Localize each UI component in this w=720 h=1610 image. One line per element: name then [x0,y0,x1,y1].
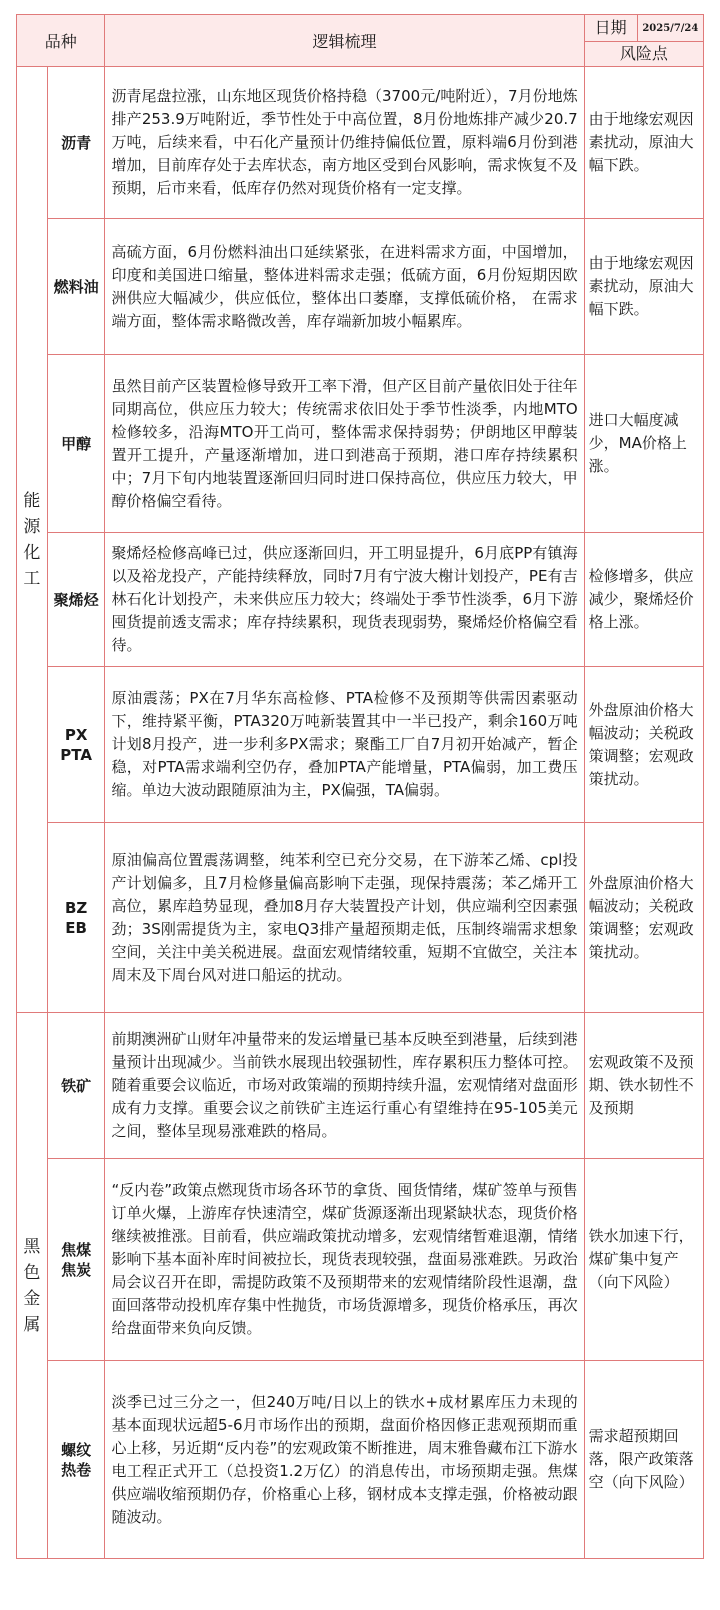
risk-text: 由于地缘宏观因素扰动，原油大幅下跌。 [584,219,703,355]
risk-text: 宏观政策不及预期、铁水韧性不及预期 [584,1013,703,1159]
date-label: 日期 [585,15,638,41]
sector-label-char: 化 [23,542,41,563]
table-row [17,67,704,219]
logic-column-header: 逻辑梳理 [105,15,584,67]
analysis-table [16,14,704,1559]
logic-text: 虽然目前产区装置检修导致开工率下滑，但产区目前产量依旧处于往年同期高位，供应压力较大；传统需求依旧处于季节性淡季，内地MTO检修较多，沿海MTO开工尚可，整体需求保持弱势；伊朗地区甲醇装置开工提升，产量逐渐增加，进口到港高于预期，港口库存持续累积中；7月下旬内地装置逐渐回归同时进口保持高位，供应压力较大，甲醇价格偏空看待。 [105,355,584,533]
risk-text: 铁水加速下行，煤矿集中复产（向下风险） [584,1159,703,1361]
product-name [47,1159,105,1361]
table-row [17,1159,704,1361]
table-row [17,1013,704,1159]
product-name-line: 沥青 [61,133,92,152]
sector-label-char: 金 [23,1288,41,1309]
risk-column-header: 风险点 [619,44,668,63]
product-name-line: PTA [60,745,92,764]
risk-text: 进口大幅度减少，MA价格上涨。 [584,355,703,533]
logic-text: 沥青尾盘拉涨，山东地区现货价格持稳（3700元/吨附近），7月份地炼排产253.9万吨附近，季节性处于中高位置，8月份地炼排产减少20.7万吨，后续来看，中石化产量预计仍维持偏低位置，原料端6月份到港增加，目前库存处于去库状态，南方地区受到台风影响，需求恢复不及预期，后市来看，低库存仍然对现货价格有一定支撑。 [105,67,584,219]
logic-text: 原油震荡；PX在7月华东高检修、PTA检修不及预期等供需因素驱动下，维持紧平衡，PTA320万吨新装置其中一半已投产，剩余160万吨计划8月投产，进一步利多PX需求；聚酯工厂自7月初开始减产，暂企稳，对PTA需求端利空仍存，叠加PTA产能增量，PTA偏弱，加工费压缩。单边大波动跟随原油为主，PX偏强，TA偏弱。 [105,667,584,823]
product-name-line: 热卷 [61,1460,92,1479]
sector-label-char: 能 [23,490,41,511]
product-name-line: PX [64,725,88,744]
report-date: 2025/7/24 [642,22,699,34]
product-name [47,667,105,823]
product-name [47,355,105,533]
product-name [47,67,105,219]
table-row [17,219,704,355]
logic-text: 高硫方面，6月份燃料油出口延续紧张，在进料需求方面，中国增加，印度和美国进口缩量，整体进料需求走强；低硫方面，6月份短期因欧洲供应大幅减少，供应低位，整体出口萎靡，支撑低硫价格， 在需求端方面，整体需求略微改善，库存端新加坡小幅累库。 [105,219,584,355]
product-name [47,1013,105,1159]
date-row [585,15,703,42]
logic-text: 原油偏高位置震荡调整，纯苯利空已充分交易，在下游苯乙烯、cpl投产计划偏多，且7月检修量偏高影响下走强，现保持震荡；苯乙烯开工高位，累库趋势显现，叠加8月存大装置投产计划，供应端利空因素强劲；3S刚需提货为主，家电Q3排产量超预期走低，压制终端需求想象空间，关注中美关税进展。盘面宏观情绪较重，短期不宜做空，关注本周末及下周台风对进口船运的扰动。 [105,823,584,1013]
table-row [17,1361,704,1559]
table-row [17,355,704,533]
date-risk-header [584,15,703,67]
risk-text: 由于地缘宏观因素扰动，原油大幅下跌。 [584,67,703,219]
product-name-line: EB [65,918,87,937]
sector-label-char: 黑 [23,1236,41,1257]
sector-label-char: 属 [23,1314,41,1335]
product-name-line: 聚烯烃 [53,590,99,609]
logic-text: 淡季已过三分之一，但240万吨/日以上的铁水+成材累库压力未现的基本面现状远超5-6月市场作出的预期，盘面价格因修正悲观预期而重心上移，另近期“反内卷”的宏观政策不断推进，周末雅鲁藏布江下游水电工程正式开工（总投资1.2万亿）的消息传出，市场预期走强。焦煤供应端收缩预期仍存，价格重心上移，钢材成本支撑走强，价格被动跟随波动。 [105,1361,584,1559]
risk-text: 需求超预期回落，限产政策落空（向下风险） [584,1361,703,1559]
logic-text: 前期澳洲矿山财年冲量带来的发运增量已基本反映至到港量，后续到港量预计出现减少。当前铁水展现出较强韧性，库存累积压力整体可控。随着重要会议临近，市场对政策端的预期持续升温，宏观情绪对盘面形成有力支撑。重要会议之前铁矿主连运行重心有望维持在95-105美元之间，整体呈现易涨难跌的格局。 [105,1013,584,1159]
table-row [17,823,704,1013]
table-row [17,533,704,667]
sector-label-char: 工 [23,568,41,589]
product-name-line: 焦煤 [61,1240,92,1259]
product-name [47,823,105,1013]
sector-label-char: 色 [23,1262,41,1283]
product-name-line: 甲醇 [61,434,92,453]
product-name [47,219,105,355]
product-name-line: BZ [64,898,88,917]
product-name-line: 焦炭 [61,1260,92,1279]
product-name-line: 铁矿 [61,1076,92,1095]
product-name-line: 燃料油 [53,277,99,296]
sector-label [17,1013,48,1559]
logic-text: “反内卷”政策点燃现货市场各环节的拿货、囤货情绪，煤矿签单与预售订单火爆，上游库存快速清空，煤矿货源逐渐出现紧缺状态，现货价格继续被推涨。目前看，供应端政策扰动增多，宏观情绪暂难退潮，情绪影响下基本面补库时间被拉长，现货表现较强，盘面易涨难跌。另政治局会议召开在即，需提防政策不及预期带来的宏观情绪阶段性退潮，盘面回落带动投机库存集中性抛货，市场货源增多，现货价格承压，再次给盘面带来负向反馈。 [105,1159,584,1361]
product-column-header: 品种 [17,15,105,67]
table-row [17,667,704,823]
product-name-line: 螺纹 [61,1440,92,1459]
product-name [47,1361,105,1559]
risk-text: 检修增多，供应减少，聚烯烃价格上涨。 [584,533,703,667]
risk-text: 外盘原油价格大幅波动；关税政策调整；宏观政策扰动。 [584,823,703,1013]
sector-label [17,67,48,1013]
risk-text: 外盘原油价格大幅波动；关税政策调整；宏观政策扰动。 [584,667,703,823]
logic-text: 聚烯烃检修高峰已过，供应逐渐回归，开工明显提升，6月底PP有镇海以及裕龙投产，产能持续释放，同时7月有宁波大榭计划投产，PE有吉林石化计划投产，未来供应压力较大；终端处于季节性淡季，6月下游囤货提前透支需求；库存持续累积，现货表现弱势，聚烯烃价格偏空看待。 [105,533,584,667]
sector-label-char: 源 [23,516,41,537]
product-name [47,533,105,667]
table-body [17,67,704,1559]
